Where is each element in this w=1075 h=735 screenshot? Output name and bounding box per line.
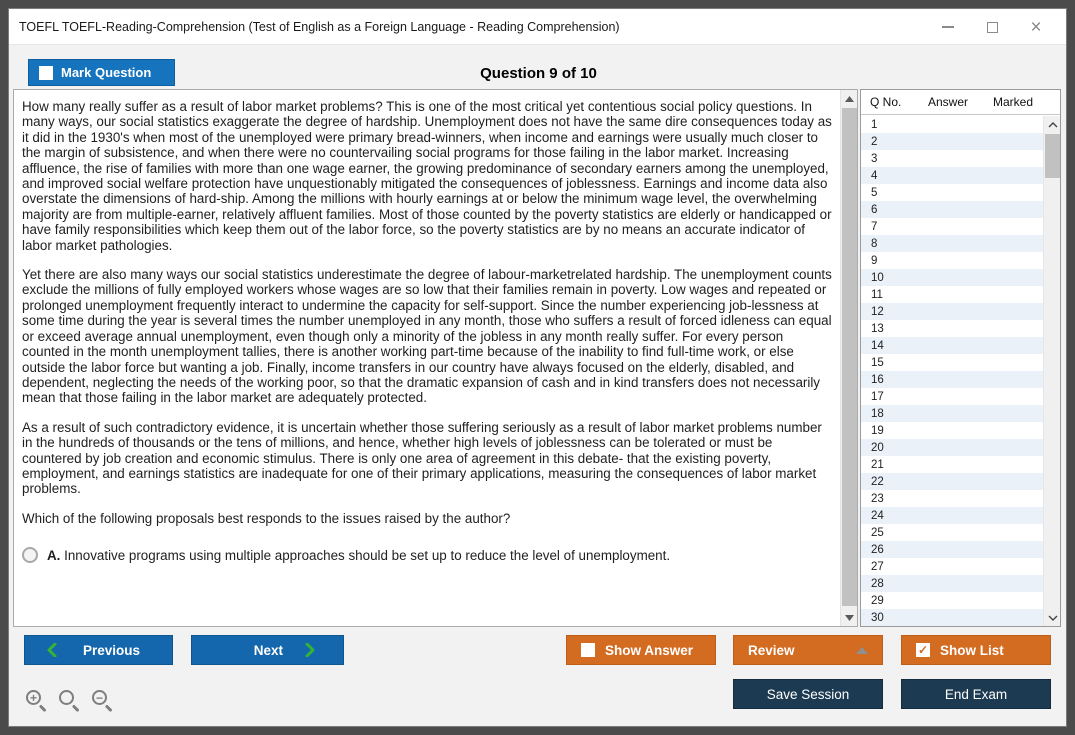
review-label: Review	[748, 642, 795, 658]
q-no-cell: 27	[871, 560, 884, 573]
window-title: TOEFL TOEFL-Reading-Comprehension (Test of English as a Foreign Language - Reading Comprehension)	[19, 19, 620, 34]
question-list-row[interactable]	[861, 388, 1043, 405]
question-list-header	[861, 90, 1060, 115]
question-list-row[interactable]	[861, 575, 1043, 592]
close-button[interactable]	[1014, 9, 1058, 45]
question-list-row[interactable]	[861, 354, 1043, 371]
question-list-body	[861, 116, 1043, 626]
minimize-button[interactable]	[926, 9, 970, 45]
chevron-left-icon	[47, 643, 57, 657]
window-controls	[926, 9, 1058, 45]
q-no-cell: 23	[871, 492, 884, 505]
next-button[interactable]	[191, 635, 344, 665]
zoom-toolbar	[25, 689, 115, 713]
q-no-cell: 19	[871, 424, 884, 437]
passage-scroll-thumb[interactable]	[842, 108, 857, 606]
q-no-cell: 11	[871, 288, 883, 301]
zoom-in-button[interactable]	[25, 689, 49, 713]
end-exam-label: End Exam	[944, 686, 1008, 702]
show-list-label: Show List	[940, 642, 1004, 658]
passage-scroll-up-button[interactable]	[841, 90, 858, 107]
passage-text	[22, 99, 834, 497]
answer-option-a[interactable]	[22, 547, 834, 563]
question-list-row[interactable]	[861, 303, 1043, 320]
passage-paragraph: How many really suffer as a result of labor market problems? This is one of the most critical yet contentious social policy questions. In many ways, our social statistics exaggerate the degree of hardship. Unemployment does not have the same dire consequences today as it did in the 1930's when most of the unemployed were primary bread-winners, when income and earnings were usually much closer to the margin of subsistence, and when there were no countervailing social programs for those failing in the labor market. Increasing affluence, the rise of families with more than one wage earner, the growing predominance of secondary earners among the unemployed, and improved social welfare protection have unquestionably mitigated the consequences of joblessness. Earnings and income data also overstate the dimensions of hard-ship. Among the millions with hourly earnings at or below the minimum wage level, the overwhelming majority are from multiple-earner, relatively affluent families. Most of those counted by the poverty statistics are elderly or handicapped or have family responsibilities which keep them out of the labor force, so the poverty statistics are by no means an accurate indicator of labor market pathologies.	[22, 99, 832, 253]
question-list-row[interactable]	[861, 320, 1043, 337]
q-no-cell: 16	[871, 373, 884, 386]
question-counter: Question 9 of 10	[480, 65, 597, 82]
maximize-button[interactable]	[970, 9, 1014, 45]
mark-question-label: Mark Question	[61, 65, 152, 80]
magnifier-handle	[72, 704, 79, 711]
q-no-cell: 21	[871, 458, 884, 471]
q-no-cell: 29	[871, 594, 884, 607]
q-no-cell: 9	[871, 254, 878, 267]
previous-label: Previous	[83, 642, 141, 658]
show-list-button[interactable]	[901, 635, 1051, 665]
question-list-row[interactable]	[861, 184, 1043, 201]
next-label: Next	[253, 642, 283, 658]
zoom-reset-icon	[59, 690, 74, 705]
q-no-cell: 14	[871, 339, 884, 352]
q-no-cell: 4	[871, 169, 878, 182]
zoom-out-button[interactable]	[91, 689, 115, 713]
q-no-cell: 3	[871, 152, 878, 165]
q-no-cell: 26	[871, 543, 884, 556]
review-button[interactable]	[733, 635, 883, 665]
q-no-cell: 25	[871, 526, 884, 539]
show-answer-checkbox[interactable]	[581, 643, 595, 657]
question-list-row[interactable]	[861, 524, 1043, 541]
scroll-down-icon	[845, 615, 854, 621]
caret-up-icon	[856, 647, 868, 654]
question-list-row[interactable]	[861, 133, 1043, 150]
magnifier-handle	[39, 704, 46, 711]
option-a-text	[47, 548, 670, 563]
question-list-row[interactable]	[861, 252, 1043, 269]
question-list-row[interactable]	[861, 456, 1043, 473]
question-list-row[interactable]	[861, 269, 1043, 286]
question-list-scrollbar[interactable]	[1043, 116, 1060, 626]
option-a-body: Innovative programs using multiple approaches should be set up to reduce the level of unemployment.	[64, 547, 671, 563]
column-header-marked: Marked	[992, 95, 1033, 109]
minimize-icon	[942, 26, 954, 28]
question-list-panel	[860, 89, 1061, 627]
question-list-row[interactable]	[861, 422, 1043, 439]
question-list-row[interactable]	[861, 541, 1043, 558]
show-list-checkbox[interactable]: ✓	[917, 643, 929, 657]
q-no-cell: 30	[871, 611, 884, 624]
question-list-row[interactable]	[861, 592, 1043, 609]
column-header-answer: Answer	[927, 95, 968, 109]
zoom-reset-button[interactable]	[58, 689, 82, 713]
scroll-up-icon	[845, 96, 854, 102]
app-window	[8, 8, 1067, 727]
list-scroll-thumb[interactable]	[1045, 134, 1060, 178]
previous-button[interactable]	[24, 635, 173, 665]
list-scroll-down-button[interactable]	[1044, 609, 1061, 626]
q-no-cell: 17	[871, 390, 884, 403]
q-no-cell: 8	[871, 237, 878, 250]
list-scroll-up-button[interactable]	[1044, 116, 1061, 133]
title-bar	[9, 9, 1066, 45]
question-list-row[interactable]	[861, 558, 1043, 575]
passage-scrollbar[interactable]	[840, 90, 857, 626]
question-list-row[interactable]	[861, 439, 1043, 456]
question-list-row[interactable]	[861, 218, 1043, 235]
q-no-cell: 2	[871, 135, 878, 148]
column-header-qno: Q No.	[870, 95, 902, 109]
q-no-cell: 1	[871, 118, 878, 131]
passage-content	[14, 90, 840, 626]
show-answer-label: Show Answer	[605, 642, 694, 658]
option-a-radio[interactable]	[22, 547, 38, 563]
q-no-cell: 22	[871, 475, 884, 488]
q-no-cell: 5	[871, 186, 878, 199]
zoom-in-icon: +	[26, 690, 41, 705]
save-session-label: Save Session	[766, 686, 850, 702]
chevron-right-icon	[305, 643, 315, 657]
question-list-row[interactable]	[861, 609, 1043, 626]
question-text: Which of the following proposals best responds to the issues raised by the author?	[22, 510, 511, 526]
question-list-row[interactable]	[861, 507, 1043, 524]
passage-paragraph: As a result of such contradictory evidence, it is uncertain whether those suffering seriously as a result of labor market problems number in the hundreds of thousands or the tens of millions, and hence, whether high levels of joblessness can be tolerated or must be countered by job creation and economic stimulus. There is only one area of agreement in this debate- that the existing poverty, employment, and earnings statistics are inadequate for one of their primary applications, measuring the consequences of labor market problems.	[22, 419, 822, 497]
question-list-row[interactable]	[861, 337, 1043, 354]
question-list-row[interactable]	[861, 167, 1043, 184]
passage-scroll-down-button[interactable]	[841, 609, 858, 626]
show-answer-button[interactable]	[566, 635, 716, 665]
maximize-icon	[987, 22, 998, 33]
question-list-row[interactable]	[861, 473, 1043, 490]
zoom-out-icon: −	[92, 690, 107, 705]
magnifier-handle	[105, 704, 112, 711]
question-list-row[interactable]	[861, 150, 1043, 167]
question-list-row[interactable]	[861, 490, 1043, 507]
q-no-cell: 13	[871, 322, 884, 335]
q-no-cell: 7	[871, 220, 878, 233]
option-a-letter: A.	[47, 547, 61, 563]
save-session-button[interactable]	[733, 679, 883, 709]
q-no-cell: 6	[871, 203, 878, 216]
question-list-row[interactable]	[861, 286, 1043, 303]
close-icon: ×	[1030, 16, 1042, 38]
q-no-cell: 12	[871, 305, 884, 318]
question-list-row[interactable]	[861, 201, 1043, 218]
question-list-row[interactable]	[861, 371, 1043, 388]
scroll-down-icon	[1048, 615, 1058, 621]
q-no-cell: 20	[871, 441, 884, 454]
q-no-cell: 28	[871, 577, 884, 590]
q-no-cell: 18	[871, 407, 884, 420]
q-no-cell: 24	[871, 509, 884, 522]
scroll-up-icon	[1048, 122, 1058, 128]
passage-paragraph: Yet there are also many ways our social statistics underestimate the degree of labour-marketrelated hardship. The unemployment counts exclude the millions of fully employed workers whose wages are so low that their families remain in poverty. Low wages and repeated or prolonged unemployment frequently interact to undermine the capacity for self-support. Since the number experiencing job-lessness at some time during the year is several times the number unemployed in any month, those who suffers a result of forced idleness can equal or exceed average annual unemployment, even though only a minority of the jobless in any month really suffer. For every person counted in the month unemployment tallies, there is another working part-time because of the inability to find full-time work, or else outside the labor force but wanting a job. Finally, income transfers in our country have always focused on the elderly, disabled, and dependent, neglecting the needs of the working poor, so that the dramatic expansion of cash and in kind transfers does not necessarily mean that those failing in the labor market are adequately protected.	[22, 267, 832, 406]
passage-panel	[13, 89, 858, 627]
question-list-row[interactable]	[861, 405, 1043, 422]
question-list-row[interactable]	[861, 235, 1043, 252]
q-no-cell: 10	[871, 271, 884, 284]
q-no-cell: 15	[871, 356, 884, 369]
end-exam-button[interactable]	[901, 679, 1051, 709]
question-list-row[interactable]	[861, 116, 1043, 133]
